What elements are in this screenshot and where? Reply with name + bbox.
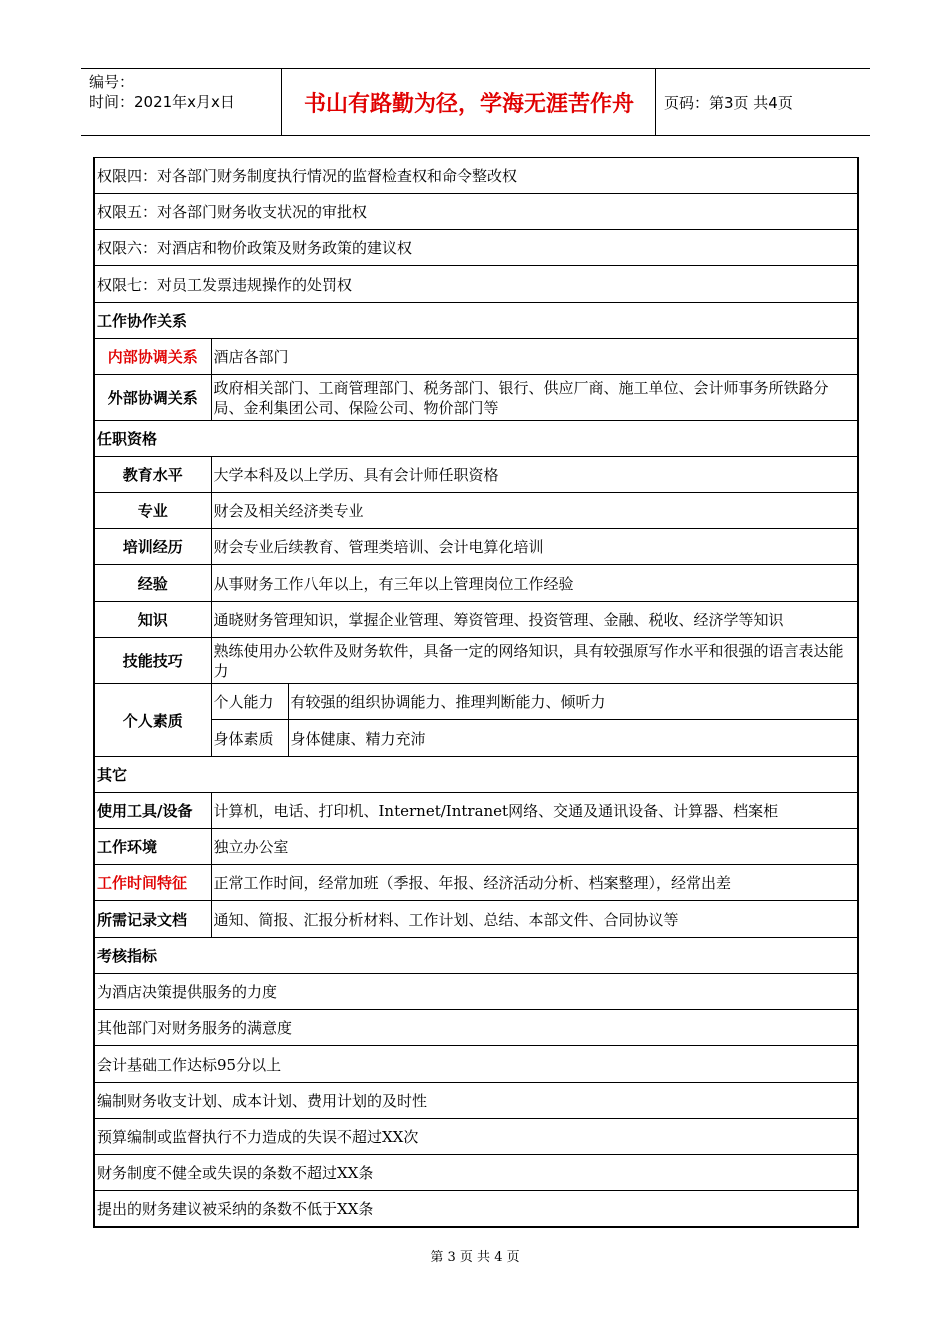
work-time-value: 正常工作时间，经常加班（季报、年报、经济活动分析、档案整理），经常出差 <box>211 865 858 901</box>
qualification-label: 培训经历 <box>94 529 211 565</box>
assessment-row <box>94 1155 858 1191</box>
authority-row <box>94 158 858 194</box>
environment-row <box>94 829 858 865</box>
qualification-label: 教育水平 <box>94 457 211 493</box>
internal-row <box>94 339 858 375</box>
authority-text: 权限五：对各部门财务收支状况的审批权 <box>94 194 858 230</box>
environment-value: 独立办公室 <box>211 829 858 865</box>
qualification-label: 经验 <box>94 565 211 602</box>
external-row <box>94 375 858 421</box>
authority-text: 权限六：对酒店和物价政策及财务政策的建议权 <box>94 230 858 266</box>
section-qualification <box>94 421 858 457</box>
qualification-row <box>94 638 858 684</box>
header-motto: 书山有路勤为径，学海无涯苦作舟 <box>283 69 656 135</box>
qualification-row <box>94 565 858 602</box>
document-header <box>81 68 870 136</box>
qualification-label: 技能技巧 <box>94 638 211 684</box>
qualification-row <box>94 602 858 638</box>
qualification-value: 通晓财务管理知识，掌握企业管理、筹资管理、投资管理、金融、税收、经济学等知识 <box>211 602 858 638</box>
documents-label: 所需记录文档 <box>94 901 211 938</box>
page-label: 页码：第3页 共4页 <box>664 93 793 112</box>
personal-row <box>94 684 858 720</box>
authority-text: 权限七：对员工发票违规操作的处罚权 <box>94 266 858 303</box>
qualification-value: 财会专业后续教育、管理类培训、会计电算化培训 <box>211 529 858 565</box>
authority-text: 权限四：对各部门财务制度执行情况的监督检查权和命令整改权 <box>94 158 858 194</box>
tools-value: 计算机，电话、打印机、Internet/Intranet网络、交通及通讯设备、计算器、档案柜 <box>211 793 858 829</box>
environment-label: 工作环境 <box>94 829 211 865</box>
personal-label: 个人素质 <box>94 684 211 757</box>
assessment-item: 会计基础工作达标95分以上 <box>94 1046 858 1083</box>
assessment-item: 为酒店决策提供服务的力度 <box>94 974 858 1010</box>
documents-value: 通知、简报、汇报分析材料、工作计划、总结、本部文件、合同协议等 <box>211 901 858 938</box>
assessment-item: 提出的财务建议被采纳的条数不低于XX条 <box>94 1191 858 1227</box>
tools-row <box>94 793 858 829</box>
assessment-row <box>94 1010 858 1046</box>
tools-label: 使用工具/设备 <box>94 793 211 829</box>
external-value: 政府相关部门、工商管理部门、税务部门、银行、供应厂商、施工单位、会计师事务所铁路分局、金利集团公司、保险公司、物价部门等 <box>211 375 858 421</box>
qualification-row <box>94 493 858 529</box>
work-time-row <box>94 865 858 901</box>
qualification-row <box>94 457 858 493</box>
personal-sub-value: 有较强的组织协调能力、推理判断能力、倾听力 <box>288 684 858 720</box>
time-label: 时间：2021年x月x日 <box>89 93 235 111</box>
authority-row <box>94 230 858 266</box>
personal-sub-label: 个人能力 <box>211 684 288 720</box>
external-label: 外部协调关系 <box>94 375 211 421</box>
header-meta <box>81 69 282 135</box>
job-description-table <box>93 157 859 1228</box>
section-collab <box>94 303 858 339</box>
personal-sub-label: 身体素质 <box>211 720 288 757</box>
assessment-item: 编制财务收支计划、成本计划、费用计划的及时性 <box>94 1083 858 1119</box>
section-title: 考核指标 <box>94 938 858 974</box>
qualification-value: 财会及相关经济类专业 <box>211 493 858 529</box>
authority-row <box>94 266 858 303</box>
internal-value: 酒店各部门 <box>211 339 858 375</box>
number-label: 编号： <box>89 73 135 91</box>
work-time-label: 工作时间特征 <box>94 865 211 901</box>
qualification-value: 大学本科及以上学历、具有会计师任职资格 <box>211 457 858 493</box>
section-assessment <box>94 938 858 974</box>
qualification-value: 熟练使用办公软件及财务软件，具备一定的网络知识，具有较强原写作水平和很强的语言表达能力 <box>211 638 858 684</box>
section-title: 任职资格 <box>94 421 858 457</box>
documents-row <box>94 901 858 938</box>
assessment-row <box>94 974 858 1010</box>
qualification-row <box>94 529 858 565</box>
assessment-row <box>94 1191 858 1227</box>
personal-sub-value: 身体健康、精力充沛 <box>288 720 858 757</box>
section-other <box>94 757 858 793</box>
qualification-label: 专业 <box>94 493 211 529</box>
assessment-row <box>94 1083 858 1119</box>
page-footer: 第 3 页 共 4 页 <box>430 1250 520 1265</box>
assessment-row <box>94 1046 858 1083</box>
assessment-item: 财务制度不健全或失误的条数不超过XX条 <box>94 1155 858 1191</box>
internal-label: 内部协调关系 <box>94 339 211 375</box>
assessment-item: 其他部门对财务服务的满意度 <box>94 1010 858 1046</box>
section-title: 工作协作关系 <box>94 303 858 339</box>
authority-row <box>94 194 858 230</box>
qualification-value: 从事财务工作八年以上，有三年以上管理岗位工作经验 <box>211 565 858 602</box>
qualification-label: 知识 <box>94 602 211 638</box>
section-title: 其它 <box>94 757 858 793</box>
assessment-row <box>94 1119 858 1155</box>
assessment-item: 预算编制或监督执行不力造成的失误不超过XX次 <box>94 1119 858 1155</box>
